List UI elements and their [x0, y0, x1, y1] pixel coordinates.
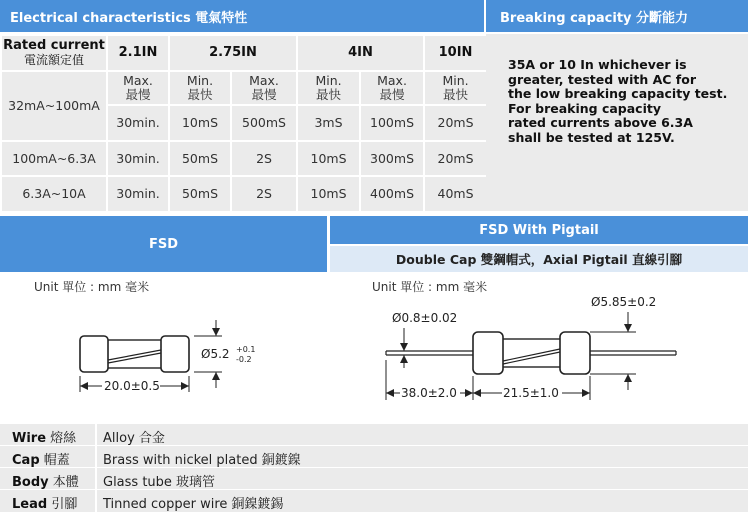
limit-header [169, 71, 231, 105]
arrow-head [80, 382, 88, 390]
material-name-zh: 帽蓋 [43, 453, 70, 468]
arrow-head [624, 324, 632, 332]
material-name-zh: 引腳 [51, 497, 78, 512]
fsd-drawing [0, 272, 327, 422]
limit-header-en: Min. [442, 73, 469, 88]
value-cell: 30min. [107, 141, 169, 176]
value-cell: 500mS [231, 105, 297, 141]
value-cell: 50mS [169, 176, 231, 212]
dim-len: 21.5±1.0 [503, 386, 559, 400]
value-cell: 100mS [360, 105, 424, 141]
arrow-head [624, 374, 632, 382]
limit-header [424, 71, 487, 105]
pigtail-header [330, 216, 748, 244]
arrow-head [400, 343, 408, 351]
arrow-head [465, 389, 473, 397]
material-name-zh: 熔絲 [50, 431, 77, 446]
breaking-line: greater, tested with AC for [508, 71, 697, 87]
limit-header [360, 71, 424, 105]
limit-header-en: Min. [315, 73, 342, 88]
limit-header [297, 71, 360, 105]
breaking-line: rated currents above 6.3A [508, 115, 693, 130]
breaking-line: For breaking capacity [508, 100, 662, 116]
material-value: Glass tube 玻璃管 [97, 468, 748, 490]
rated-current-label: Rated current [3, 38, 105, 53]
material-name-cell [0, 490, 95, 512]
material-row [0, 424, 748, 446]
fsd-title: FSD [148, 236, 179, 252]
limit-header-zh: 最慢 [125, 87, 151, 102]
value-cell: 300mS [360, 141, 424, 176]
limit-header-en: Max. [123, 73, 153, 88]
fsd-header [0, 216, 327, 272]
arrow-head [473, 389, 481, 397]
material-name-cell [0, 424, 95, 446]
arrow-head [181, 382, 189, 390]
pigtail-subheader [330, 246, 748, 272]
limit-header-zh: 最快 [187, 87, 213, 102]
breaking-header [486, 0, 748, 32]
dim-tol-minus: -0.2 [236, 355, 252, 364]
material-row [0, 468, 748, 490]
electrical-header [0, 0, 484, 32]
end-cap-left [473, 332, 503, 374]
breaking-title: Breaking capacity 分斷能力 [500, 10, 689, 26]
material-value: Alloy 合金 [97, 424, 748, 446]
end-cap-right [161, 336, 189, 372]
arrow-head [582, 389, 590, 397]
material-value: Tinned copper wire 銅鎳鍍錫 [97, 490, 748, 512]
dim-lead: 38.0±2.0 [401, 386, 457, 400]
fsd-unit: Unit 單位 : mm 毫米 [34, 280, 150, 294]
materials-table [0, 424, 748, 513]
material-name-cell [0, 446, 95, 468]
material-row [0, 446, 748, 468]
value-cell: 50mS [169, 141, 231, 176]
range-cell: 6.3A~10A [1, 176, 107, 212]
standard-header: 2.1IN [107, 35, 169, 71]
arrow-head [212, 328, 220, 336]
dim-tol-plus: +0.1 [236, 345, 256, 354]
breaking-body [486, 34, 748, 211]
value-cell: 2S [231, 141, 297, 176]
end-cap-right [560, 332, 590, 374]
rated-current-label-zh: 電流額定值 [23, 53, 84, 67]
limit-header-en: Min. [186, 73, 214, 88]
material-value: Brass with nickel plated 銅鍍鎳 [97, 446, 748, 468]
range-cell: 100mA~6.3A [1, 141, 107, 176]
value-cell: 40mS [424, 176, 487, 212]
electrical-table [0, 34, 488, 213]
dim-length: 20.0±0.5 [104, 379, 160, 393]
material-name: Wire [12, 431, 47, 446]
pigtail-drawing [330, 272, 748, 422]
value-cell: 20mS [424, 105, 487, 141]
standard-header: 4IN [297, 35, 424, 71]
pigtail-title: FSD With Pigtail [479, 222, 599, 238]
value-cell: 30min. [107, 176, 169, 212]
value-cell: 10mS [297, 176, 360, 212]
value-cell: 10mS [169, 105, 231, 141]
material-name-cell [0, 468, 95, 490]
limit-header-zh: 最慢 [379, 87, 405, 102]
arrow-head [212, 372, 220, 380]
limit-header-en: Max. [377, 73, 407, 88]
material-name-zh: 本體 [52, 475, 79, 490]
value-cell: 3mS [297, 105, 360, 141]
limit-header-zh: 最快 [443, 87, 469, 102]
value-cell: 30min. [107, 105, 169, 141]
material-name: Cap [12, 453, 40, 468]
pigtail-subtitle: Double Cap 雙鋼帽式，Axial Pigtail 直線引腳 [395, 252, 683, 267]
end-cap-left [80, 336, 108, 372]
material-row [0, 490, 748, 512]
dim-diameter: Ø5.2 [201, 347, 230, 361]
limit-header [107, 71, 169, 105]
limit-header-en: Max. [249, 73, 279, 88]
arrow-head [386, 389, 394, 397]
value-cell: 2S [231, 176, 297, 212]
rated-current-header [1, 35, 107, 71]
limit-header-zh: 最快 [316, 87, 342, 102]
dim-body: Ø5.85±0.2 [591, 295, 657, 309]
breaking-line: the low breaking capacity test. [508, 86, 728, 101]
breaking-line: 35A or 10 In whichever is [508, 57, 687, 72]
dim-wire: Ø0.8±0.02 [392, 311, 458, 325]
range-cell: 32mA~100mA [1, 71, 107, 141]
pigtail-unit: Unit 單位 : mm 毫米 [372, 280, 488, 294]
standard-header: 10IN [424, 35, 487, 71]
electrical-title: Electrical characteristics 電氣特性 [10, 10, 248, 26]
arrow-head [400, 355, 408, 363]
standard-header: 2.75IN [169, 35, 297, 71]
value-cell: 10mS [297, 141, 360, 176]
limit-header [231, 71, 297, 105]
material-name: Lead [12, 497, 48, 512]
material-name: Body [12, 475, 49, 490]
value-cell: 400mS [360, 176, 424, 212]
value-cell: 20mS [424, 141, 487, 176]
limit-header-zh: 最慢 [251, 87, 277, 102]
breaking-line: shall be tested at 125V. [508, 129, 675, 145]
